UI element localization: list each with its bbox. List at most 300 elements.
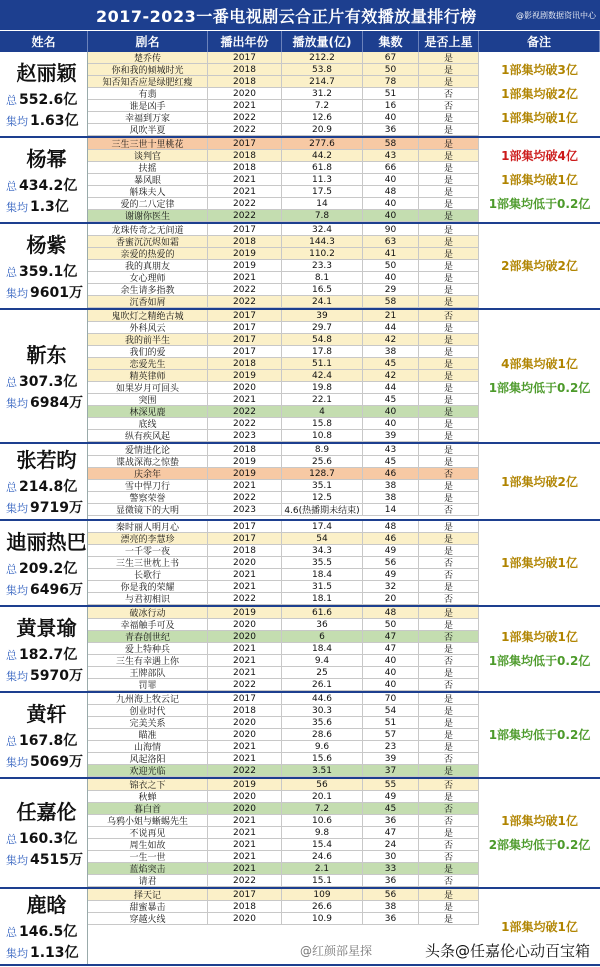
view-count: 11.3 — [282, 174, 363, 185]
drama-title: 鬼吹灯之精绝古城 — [88, 310, 208, 321]
air-year: 2017 — [208, 533, 282, 544]
drama-rows — [88, 889, 479, 964]
episode-count: 48 — [363, 186, 419, 197]
drama-title: 三生三世十里桃花 — [88, 138, 208, 149]
table-header — [0, 30, 600, 52]
view-count: 9.8 — [282, 827, 363, 838]
drama-rows — [88, 444, 479, 519]
table-row — [88, 418, 479, 430]
drama-title: 不说再见 — [88, 827, 208, 838]
drama-title: 幸福触手可及 — [88, 619, 208, 630]
header-name: 姓名 — [0, 31, 88, 52]
air-year: 2021 — [208, 394, 282, 405]
notes-cell — [479, 521, 600, 605]
air-year: 2021 — [208, 569, 282, 580]
satellite-status: 是 — [419, 406, 479, 417]
view-count: 24.6 — [282, 851, 363, 862]
episode-count: 40 — [363, 272, 419, 283]
table-row — [88, 779, 479, 791]
air-year: 2018 — [208, 545, 282, 556]
air-year: 2018 — [208, 162, 282, 173]
source-label: @影视剧数据资讯中心 — [516, 11, 596, 20]
satellite-status: 是 — [419, 827, 479, 838]
total-value: 552.6亿 — [19, 91, 78, 108]
average-value: 9601万 — [30, 284, 83, 301]
note-text: 1部集均破2亿 — [501, 474, 578, 489]
drama-title: 纵有疾风起 — [88, 430, 208, 441]
table-row — [88, 492, 479, 504]
satellite-status: 否 — [419, 875, 479, 886]
total-views — [6, 829, 87, 850]
total-value: 434.2亿 — [19, 177, 78, 194]
drama-title: 我的前半生 — [88, 334, 208, 345]
episode-count: 78 — [363, 76, 419, 87]
table-row — [88, 533, 479, 545]
satellite-status: 是 — [419, 533, 479, 544]
average-value: 9719万 — [30, 500, 83, 516]
air-year: 2017 — [208, 322, 282, 333]
drama-title: 有翡 — [88, 88, 208, 99]
air-year: 2021 — [208, 753, 282, 764]
average-value: 1.13亿 — [30, 945, 79, 961]
actor-block — [0, 779, 600, 889]
note-text: 1部集均破4亿 — [501, 149, 578, 163]
total-views — [6, 262, 87, 283]
air-year: 2017 — [208, 224, 282, 235]
view-count: 8.9 — [282, 444, 363, 455]
total-value: 209.2亿 — [19, 560, 78, 577]
episode-count: 40 — [363, 112, 419, 123]
episode-count: 55 — [363, 779, 419, 790]
episode-count: 50 — [363, 260, 419, 271]
drama-title: 锦衣之下 — [88, 779, 208, 790]
table-row — [88, 679, 479, 691]
satellite-status: 否 — [419, 504, 479, 515]
satellite-status: 否 — [419, 310, 479, 321]
satellite-status: 是 — [419, 150, 479, 161]
drama-title: 龙珠传奇之无间道 — [88, 224, 208, 235]
episode-count: 56 — [363, 889, 419, 900]
satellite-status: 是 — [419, 346, 479, 357]
view-count: 9.4 — [282, 655, 363, 666]
air-year: 2021 — [208, 863, 282, 874]
air-year: 2018 — [208, 150, 282, 161]
drama-title: 谍战深海之惊蛰 — [88, 456, 208, 467]
view-count: 18.4 — [282, 643, 363, 654]
average-label: 集均 — [6, 114, 28, 128]
air-year: 2020 — [208, 88, 282, 99]
view-count: 35.6 — [282, 717, 363, 728]
drama-rows — [88, 224, 479, 308]
average-label: 集均 — [6, 755, 28, 769]
view-count: 42.4 — [282, 370, 363, 381]
view-count: 128.7 — [282, 468, 363, 479]
table-row — [88, 693, 479, 705]
average-value: 1.3亿 — [30, 198, 69, 215]
view-count: 22.1 — [282, 394, 363, 405]
satellite-status: 是 — [419, 124, 479, 135]
total-value: 307.3亿 — [19, 373, 78, 390]
notes-cell — [479, 310, 600, 442]
air-year: 2021 — [208, 741, 282, 752]
episode-count: 29 — [363, 284, 419, 295]
view-count: 2.1 — [282, 863, 363, 874]
view-count: 25 — [282, 667, 363, 678]
air-year: 2017 — [208, 334, 282, 345]
air-year: 2019 — [208, 260, 282, 271]
view-count: 212.2 — [282, 52, 363, 63]
episode-count: 36 — [363, 913, 419, 924]
actor-block — [0, 444, 600, 521]
air-year: 2017 — [208, 52, 282, 63]
total-views — [6, 559, 87, 580]
average-label: 集均 — [6, 669, 28, 683]
episode-count: 51 — [363, 717, 419, 728]
episode-count: 42 — [363, 334, 419, 345]
drama-title: 破冰行动 — [88, 607, 208, 618]
episode-count: 40 — [363, 655, 419, 666]
episode-count: 51 — [363, 88, 419, 99]
drama-title: 欢迎光临 — [88, 765, 208, 776]
table-row — [88, 224, 479, 236]
note-text: 2部集均破2亿 — [501, 259, 578, 273]
air-year: 2020 — [208, 619, 282, 630]
table-row — [88, 382, 479, 394]
air-year: 2018 — [208, 358, 282, 369]
view-count: 9.6 — [282, 741, 363, 752]
air-year: 2017 — [208, 889, 282, 900]
table-row — [88, 889, 479, 901]
table-row — [88, 593, 479, 605]
satellite-status: 是 — [419, 76, 479, 87]
episode-count: 41 — [363, 248, 419, 259]
actor-name: 靳东 — [26, 342, 67, 367]
drama-title: 三生三世枕上书 — [88, 557, 208, 568]
air-year: 2021 — [208, 655, 282, 666]
view-count: 61.6 — [282, 607, 363, 618]
satellite-status: 否 — [419, 839, 479, 850]
table-row — [88, 791, 479, 803]
air-year: 2022 — [208, 418, 282, 429]
air-year: 2021 — [208, 643, 282, 654]
average-label: 集均 — [6, 200, 28, 214]
table-row — [88, 64, 479, 76]
drama-title: 你和我的倾城时光 — [88, 64, 208, 75]
drama-title: 突围 — [88, 394, 208, 405]
table-row — [88, 468, 479, 480]
table-row — [88, 741, 479, 753]
table-row — [88, 358, 479, 370]
view-count: 12.5 — [282, 492, 363, 503]
air-year: 2023 — [208, 504, 282, 515]
air-year: 2020 — [208, 382, 282, 393]
table-row — [88, 827, 479, 839]
air-year: 2018 — [208, 901, 282, 912]
drama-title: 谁是凶手 — [88, 100, 208, 111]
drama-title: 谢谢你医生 — [88, 210, 208, 221]
air-year: 2021 — [208, 480, 282, 491]
air-year: 2019 — [208, 370, 282, 381]
average-value: 5970万 — [30, 667, 83, 684]
drama-title: 青春创世纪 — [88, 631, 208, 642]
satellite-status: 是 — [419, 138, 479, 149]
satellite-status: 否 — [419, 557, 479, 568]
satellite-status: 是 — [419, 741, 479, 752]
satellite-status: 是 — [419, 717, 479, 728]
air-year: 2021 — [208, 839, 282, 850]
air-year: 2023 — [208, 430, 282, 441]
air-year: 2018 — [208, 444, 282, 455]
episode-count: 44 — [363, 382, 419, 393]
air-year: 2022 — [208, 198, 282, 209]
episode-count: 66 — [363, 162, 419, 173]
drama-title: 请君 — [88, 875, 208, 886]
air-year: 2021 — [208, 851, 282, 862]
table-row — [88, 667, 479, 679]
notes-cell — [479, 52, 600, 136]
drama-title: 你是我的荣耀 — [88, 581, 208, 592]
satellite-status: 是 — [419, 296, 479, 307]
table-row — [88, 296, 479, 308]
episode-count: 47 — [363, 631, 419, 642]
table-row — [88, 901, 479, 913]
actor-cell — [0, 444, 88, 519]
episode-count: 40 — [363, 667, 419, 678]
view-count: 36 — [282, 619, 363, 630]
air-year: 2021 — [208, 100, 282, 111]
actor-name: 任嘉伦 — [16, 799, 77, 824]
actor-cell — [0, 607, 88, 691]
table-row — [88, 52, 479, 64]
episode-count: 40 — [363, 406, 419, 417]
view-count: 8.1 — [282, 272, 363, 283]
satellite-status: 是 — [419, 370, 479, 381]
episode-count: 48 — [363, 521, 419, 532]
view-count: 18.4 — [282, 569, 363, 580]
view-count: 6 — [282, 631, 363, 642]
air-year: 2022 — [208, 406, 282, 417]
actor-cell — [0, 52, 88, 136]
average-views — [6, 580, 87, 601]
view-count: 7.2 — [282, 100, 363, 111]
satellite-status: 是 — [419, 52, 479, 63]
total-value: 146.5亿 — [19, 924, 78, 940]
table-row — [88, 655, 479, 667]
actor-cell — [0, 138, 88, 222]
episode-count: 40 — [363, 679, 419, 690]
view-count: 17.8 — [282, 346, 363, 357]
drama-title: 显微镜下的大明 — [88, 504, 208, 515]
total-label: 总 — [6, 648, 17, 662]
actor-name: 杨幂 — [26, 146, 67, 171]
view-count: 29.7 — [282, 322, 363, 333]
total-label: 总 — [6, 375, 17, 389]
episode-count: 14 — [363, 504, 419, 515]
notes-cell — [479, 224, 600, 308]
view-count: 56 — [282, 779, 363, 790]
satellite-status: 是 — [419, 693, 479, 704]
view-count: 10.9 — [282, 913, 363, 924]
table-row — [88, 138, 479, 150]
satellite-status: 是 — [419, 272, 479, 283]
air-year: 2018 — [208, 76, 282, 87]
drama-title: 罚罪 — [88, 679, 208, 690]
view-count: 10.6 — [282, 815, 363, 826]
episode-count: 40 — [363, 174, 419, 185]
actor-cell — [0, 693, 88, 777]
air-year: 2019 — [208, 456, 282, 467]
notes-cell — [479, 607, 600, 691]
drama-title: 一千零一夜 — [88, 545, 208, 556]
note-text: 2部集均低于0.2亿 — [488, 838, 591, 852]
drama-title: 甜蜜暴击 — [88, 901, 208, 912]
drama-title: 亲爱的热爱的 — [88, 248, 208, 259]
table-row — [88, 851, 479, 863]
air-year: 2022 — [208, 124, 282, 135]
air-year: 2020 — [208, 557, 282, 568]
table-row — [88, 705, 479, 717]
table-row — [88, 545, 479, 557]
table-row — [88, 504, 479, 516]
air-year: 2021 — [208, 815, 282, 826]
satellite-status: 是 — [419, 224, 479, 235]
drama-title: 完美关系 — [88, 717, 208, 728]
view-count: 35.5 — [282, 557, 363, 568]
view-count: 44.2 — [282, 150, 363, 161]
drama-rows — [88, 693, 479, 777]
air-year: 2022 — [208, 284, 282, 295]
table-row — [88, 631, 479, 643]
view-count: 277.6 — [282, 138, 363, 149]
actor-block — [0, 310, 600, 444]
air-year: 2020 — [208, 729, 282, 740]
notes-cell — [479, 444, 600, 519]
satellite-status: 是 — [419, 162, 479, 173]
table-row — [88, 100, 479, 112]
table-row — [88, 815, 479, 827]
table-row — [88, 272, 479, 284]
satellite-status: 是 — [419, 210, 479, 221]
episode-count: 30 — [363, 851, 419, 862]
average-value: 4515万 — [30, 851, 83, 868]
title-bar — [0, 0, 600, 30]
actor-name: 黄景瑜 — [16, 615, 77, 640]
average-views — [6, 943, 87, 964]
actor-name: 鹿晗 — [26, 893, 67, 917]
drama-title: 林深见鹿 — [88, 406, 208, 417]
table-row — [88, 444, 479, 456]
episode-count: 37 — [363, 765, 419, 776]
drama-title: 斛珠夫人 — [88, 186, 208, 197]
view-count: 23.3 — [282, 260, 363, 271]
episode-count: 23 — [363, 741, 419, 752]
notes-cell — [479, 138, 600, 222]
satellite-status: 否 — [419, 468, 479, 479]
table-row — [88, 581, 479, 593]
drama-title: 庆余年 — [88, 468, 208, 479]
air-year: 2020 — [208, 791, 282, 802]
episode-count: 58 — [363, 296, 419, 307]
drama-rows — [88, 52, 479, 136]
view-count: 34.3 — [282, 545, 363, 556]
drama-title: 楚乔传 — [88, 52, 208, 63]
satellite-status: 是 — [419, 334, 479, 345]
episode-count: 38 — [363, 346, 419, 357]
satellite-status: 是 — [419, 248, 479, 259]
table-row — [88, 557, 479, 569]
satellite-status: 是 — [419, 581, 479, 592]
note-text: 1部集均低于0.2亿 — [488, 197, 591, 211]
episode-count: 67 — [363, 52, 419, 63]
table-row — [88, 310, 479, 322]
view-count: 15.8 — [282, 418, 363, 429]
satellite-status: 是 — [419, 521, 479, 532]
episode-count: 70 — [363, 693, 419, 704]
average-views — [6, 850, 87, 871]
satellite-status: 是 — [419, 322, 479, 333]
drama-title: 香蜜沉沉烬如霜 — [88, 236, 208, 247]
episode-count: 45 — [363, 358, 419, 369]
episode-count: 57 — [363, 729, 419, 740]
satellite-status: 是 — [419, 394, 479, 405]
view-count: 144.3 — [282, 236, 363, 247]
episode-count: 36 — [363, 124, 419, 135]
view-count: 18.1 — [282, 593, 363, 604]
episode-count: 90 — [363, 224, 419, 235]
total-views — [6, 372, 87, 393]
total-label: 总 — [6, 93, 17, 107]
air-year: 2019 — [208, 779, 282, 790]
view-count: 12.6 — [282, 112, 363, 123]
view-count: 7.8 — [282, 210, 363, 221]
note-text: 1部集均破1亿 — [501, 111, 578, 125]
drama-title: 恋爱先生 — [88, 358, 208, 369]
view-count: 35.1 — [282, 480, 363, 491]
air-year: 2017 — [208, 521, 282, 532]
table-row — [88, 236, 479, 248]
episode-count: 40 — [363, 198, 419, 209]
note-text: 1部集均低于0.2亿 — [488, 728, 591, 742]
page-title: 2017-2023一番电视剧云合正片有效播放量排行榜 — [96, 6, 477, 26]
header-drama: 剧名 — [88, 31, 208, 52]
average-label: 集均 — [6, 947, 28, 960]
air-year: 2021 — [208, 174, 282, 185]
episode-count: 46 — [363, 533, 419, 544]
view-count: 15.6 — [282, 753, 363, 764]
table-row — [88, 150, 479, 162]
drama-title: 山海情 — [88, 741, 208, 752]
satellite-status: 是 — [419, 667, 479, 678]
table-row — [88, 76, 479, 88]
drama-title: 创业时代 — [88, 705, 208, 716]
actor-block — [0, 138, 600, 224]
drama-rows — [88, 607, 479, 691]
view-count: 7.2 — [282, 803, 363, 814]
total-label: 总 — [6, 926, 17, 939]
episode-count: 47 — [363, 827, 419, 838]
satellite-status: 是 — [419, 174, 479, 185]
satellite-status: 是 — [419, 430, 479, 441]
average-value: 1.63亿 — [30, 112, 79, 129]
actor-block — [0, 693, 600, 779]
drama-title: 如果岁月可回头 — [88, 382, 208, 393]
average-views — [6, 197, 87, 218]
table-row — [88, 913, 479, 925]
actor-cell — [0, 889, 88, 964]
satellite-status: 是 — [419, 705, 479, 716]
average-value: 5069万 — [30, 753, 83, 770]
drama-title: 精英律师 — [88, 370, 208, 381]
